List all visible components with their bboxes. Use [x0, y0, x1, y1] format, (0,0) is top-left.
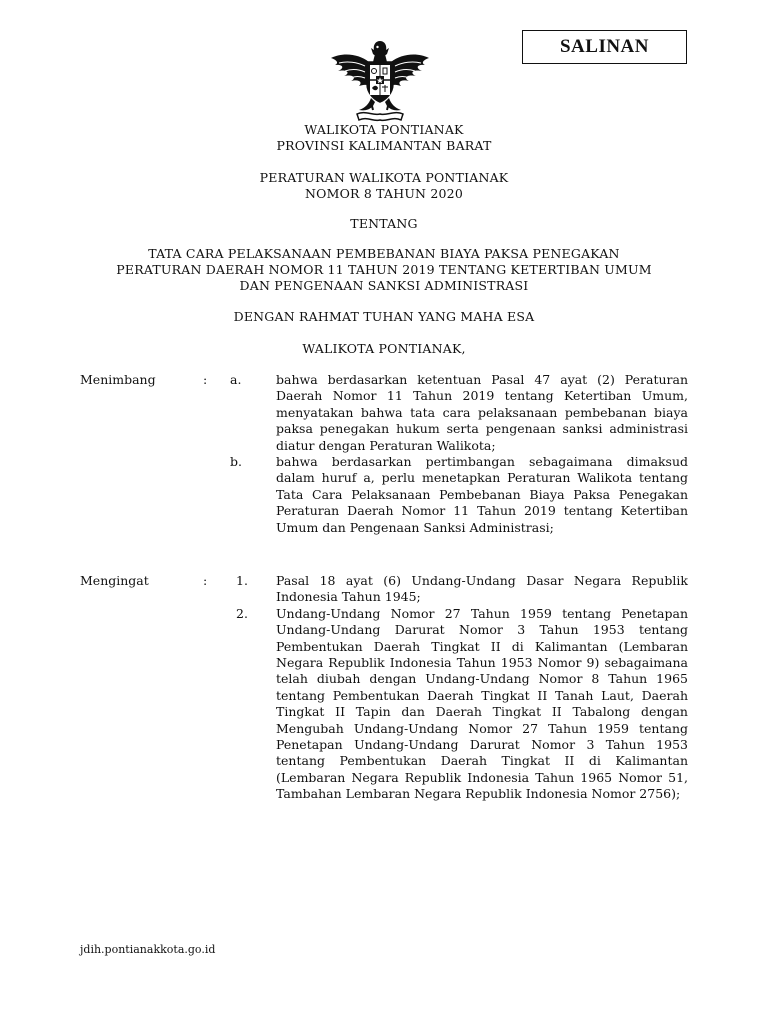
- regulation-name: PERATURAN WALIKOTA PONTIANAK: [259, 170, 509, 185]
- mengingat-item-1: [0, 573, 768, 606]
- item-text: Undang-Undang Nomor 27 Tahun 1959 tentang Penetapan Undang-Undang Darurat Nomor 3 Tahun 1953 tentang Pembentukan Daerah Tingkat II di Kalimantan (Lembaran Negara Republik Indonesia Tahun 1953 Nomor 9) sebagaimana telah diubah dengan Undang-Undang Nomor 8 Tahun 1965 tentang Pembentukan Daerah Tingkat II Tanah Laut, Daerah Tingkat II Tapin dan Daerah Tingkat II Tabalong dengan Mengubah Undang-Undang Nomor 27 Tahun 1959 tentang Penetapan Undang-Undang Darurat Nomor 3 Tahun 1953 tentang Pembentukan Daerah Tingkat II di Kalimantan (Lembaran Negara Republik Indonesia Tahun 1965 Nomor 51, Tambahan Lembaran Negara Republik Indonesia Nomor 2756);: [276, 605, 688, 802]
- blessing-line: [0, 309, 768, 325]
- subject-line-1: TATA CARA PELAKSANAAN PEMBEBANAN BIAYA PAKSA PENEGAKAN: [148, 246, 620, 261]
- item-text: bahwa berdasarkan pertimbangan sebagaimana dimaksud dalam huruf a, perlu menetapkan Peraturan Walikota tentang Tata Cara Pelaksanaan Pembebanan Biaya Paksa Penegakan Peraturan Daerah Nomor 11 Tahun 2019 tentang Ketertiban Umum dan Pengenaan Sanksi Administrasi;: [276, 454, 688, 535]
- mayor-line: [0, 341, 768, 357]
- item-marker: 2.: [236, 605, 248, 621]
- blessing-text: DENGAN RAHMAT TUHAN YANG MAHA ESA: [233, 309, 535, 324]
- garuda-emblem-icon: [329, 38, 431, 128]
- salinan-stamp: SALINAN: [522, 30, 687, 64]
- menimbang-colon: :: [203, 372, 208, 387]
- tentang-heading: [0, 216, 768, 232]
- menimbang-label: Menimbang: [80, 372, 156, 387]
- issuer-province: PROVINSI KALIMANTAN BARAT: [276, 138, 492, 153]
- item-text: Pasal 18 ayat (6) Undang-Undang Dasar Negara Republik Indonesia Tahun 1945;: [276, 573, 688, 605]
- issuer-title: WALIKOTA PONTIANAK: [304, 122, 464, 137]
- mengingat-label: Mengingat: [80, 573, 149, 588]
- mengingat-item-2: [0, 606, 768, 803]
- item-marker: 1.: [236, 573, 248, 588]
- regulation-number: NOMOR 8 TAHUN 2020: [305, 186, 463, 201]
- item-marker: b.: [230, 454, 242, 470]
- item-marker: a.: [230, 372, 242, 387]
- menimbang-section: [0, 372, 768, 536]
- subject-line-2: PERATURAN DAERAH NOMOR 11 TAHUN 2019 TENTANG KETERTIBAN UMUM: [116, 262, 652, 277]
- subject-line-3: DAN PENGENAAN SANKSI ADMINISTRASI: [239, 278, 529, 293]
- item-text: bahwa berdasarkan ketentuan Pasal 47 ayat (2) Peraturan Daerah Nomor 11 Tahun 2019 tentang Ketertiban Umum, menyatakan bahwa tata cara pelaksanaan pembebanan biaya paksa penegakan hukum serta pengenaan sanksi administrasi diatur dengan Peraturan Walikota;: [276, 372, 688, 453]
- issuer-header: [0, 122, 768, 154]
- regulation-subject: [0, 246, 768, 294]
- mengingat-colon: :: [203, 573, 208, 588]
- tentang-text: TENTANG: [350, 216, 418, 231]
- mayor-text: WALIKOTA PONTIANAK,: [302, 341, 466, 356]
- mengingat-section: [0, 573, 768, 803]
- regulation-title: [0, 170, 768, 202]
- menimbang-item-a: [0, 372, 768, 454]
- footer-url: jdih.pontianakkota.go.id: [80, 943, 216, 956]
- menimbang-item-b: [0, 454, 768, 536]
